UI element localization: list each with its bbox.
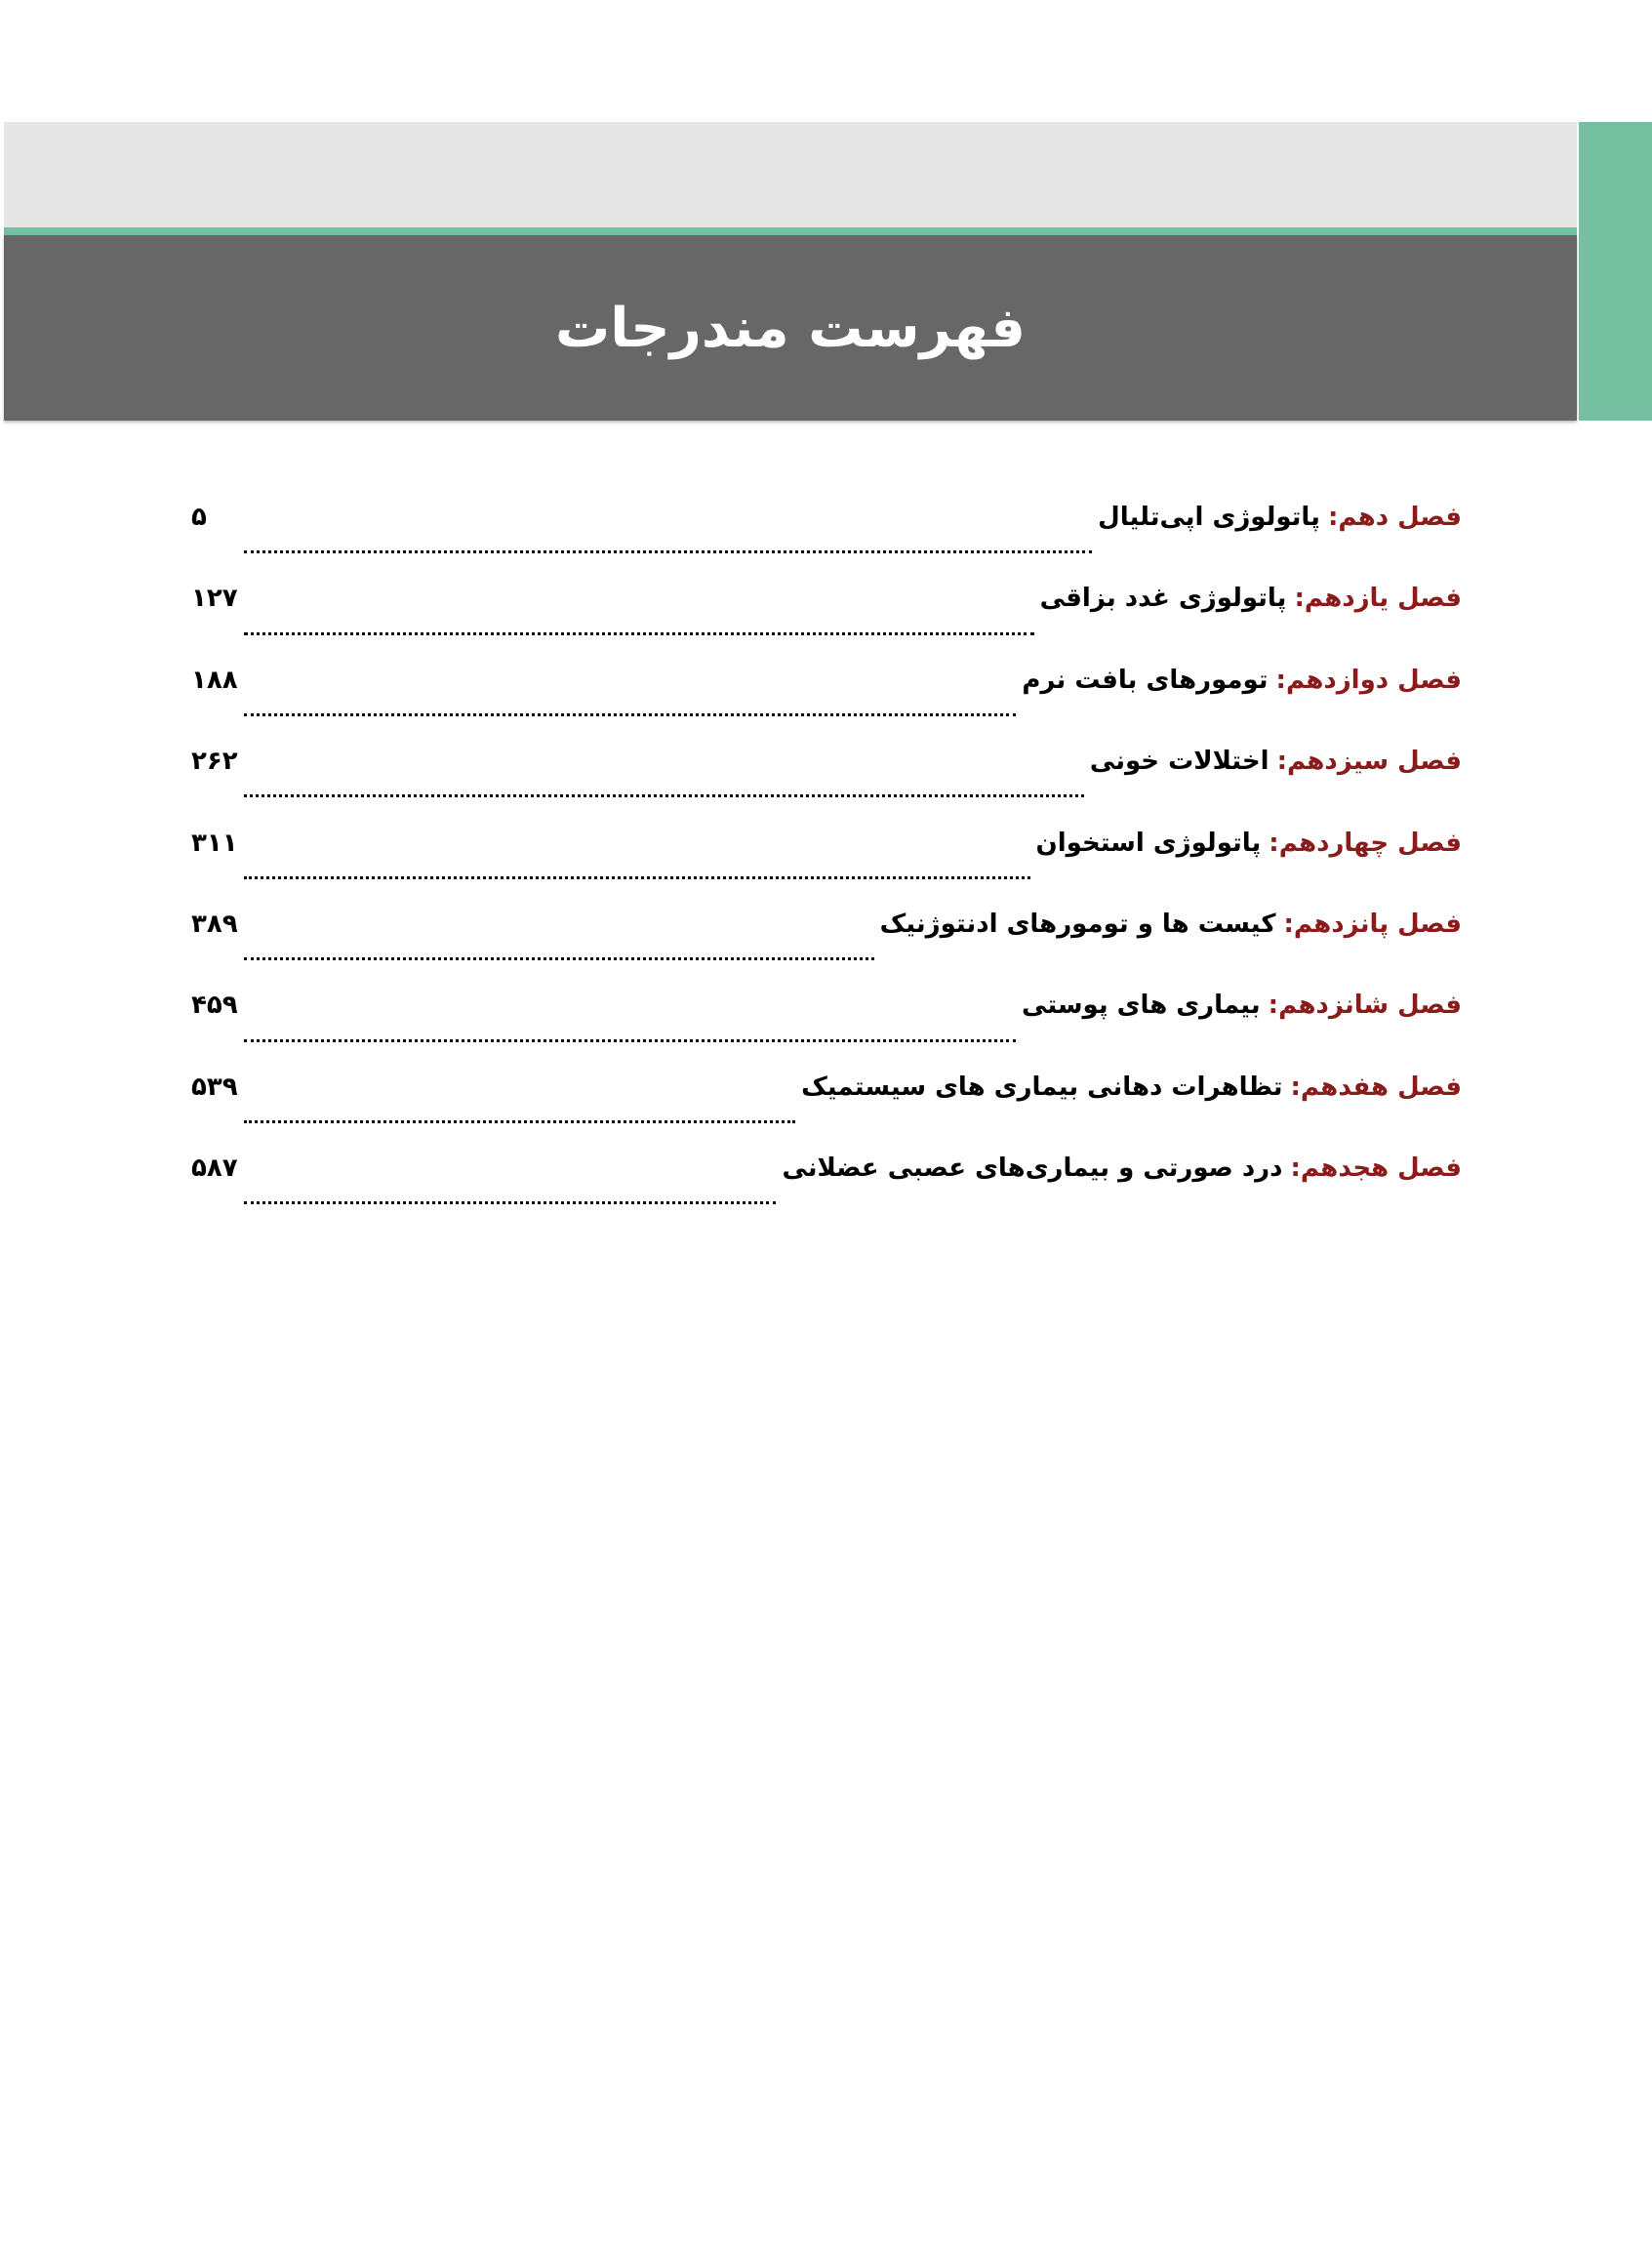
toc-leader-dots: [244, 1120, 795, 1123]
toc-leader-dots: [244, 632, 1034, 635]
toc-entry-chapter-11[interactable]: [191, 584, 1462, 665]
toc-entry-label: فصل هفدهم:: [1290, 1072, 1462, 1102]
toc-entry-page: ۲۶۲: [191, 747, 238, 777]
toc-entry-page: ۱۸۸: [191, 665, 238, 695]
toc-entry-title: پاتولوژی استخوان: [1035, 828, 1262, 858]
toc-entry-page: ۱۲۷: [191, 584, 238, 614]
toc-entry-page: ۵۸۷: [191, 1154, 238, 1184]
toc-entry-page: ۵: [191, 503, 207, 532]
header-accent-line: [4, 227, 1577, 235]
toc-entry-label: فصل شانزدهم:: [1268, 991, 1462, 1021]
toc-entry-chapter-12[interactable]: [191, 666, 1462, 747]
table-of-contents: [191, 503, 1462, 1235]
header-side-tab: [1579, 122, 1652, 421]
toc-entry-title: کیست ها و تومورهای ادنتوژنیک: [879, 909, 1276, 939]
toc-entry-label: فصل چهاردهم:: [1269, 828, 1462, 858]
toc-entry-chapter-14[interactable]: [191, 829, 1462, 910]
toc-entry-label: فصل پانزدهم:: [1283, 909, 1462, 939]
toc-entry-label: فصل هجدهم:: [1290, 1154, 1462, 1184]
toc-entry-label: فصل دهم:: [1327, 503, 1462, 532]
toc-entry-chapter-13[interactable]: [191, 747, 1462, 828]
toc-entry-page: ۳۸۹: [191, 909, 238, 939]
toc-entry-label: فصل سیزدهم:: [1276, 747, 1462, 777]
toc-entry-chapter-16[interactable]: [191, 991, 1462, 1072]
toc-entry-chapter-15[interactable]: [191, 910, 1462, 991]
toc-entry-label: فصل یازدهم:: [1294, 584, 1462, 614]
toc-entry-label: فصل دوازدهم:: [1275, 665, 1462, 695]
toc-leader-dots: [244, 1201, 776, 1204]
toc-leader-dots: [244, 876, 1030, 879]
toc-leader-dots: [244, 1039, 1016, 1042]
toc-entry-title: بیماری های پوستی: [1022, 991, 1261, 1021]
toc-leader-dots: [244, 713, 1016, 716]
page-title: فهرست مندرجات: [554, 296, 1027, 360]
toc-entry-chapter-10[interactable]: [191, 503, 1462, 584]
toc-leader-dots: [244, 957, 874, 960]
header-light-band: [4, 122, 1577, 227]
toc-leader-dots: [244, 550, 1092, 553]
toc-entry-page: ۳۱۱: [191, 828, 238, 858]
toc-entry-title: درد صورتی و بیماری‌های عصبی عضلانی: [782, 1154, 1283, 1184]
toc-entry-title: تظاهرات دهانی بیماری های سیستمیک: [801, 1072, 1283, 1102]
toc-entry-title: تومورهای بافت نرم: [1022, 665, 1269, 695]
toc-entry-chapter-17[interactable]: [191, 1073, 1462, 1154]
toc-entry-page: ۵۳۹: [191, 1072, 238, 1102]
toc-entry-title: اختلالات خونی: [1089, 747, 1269, 777]
toc-entry-chapter-18[interactable]: [191, 1154, 1462, 1235]
toc-entry-title: پاتولوژی اپی‌تلیال: [1098, 503, 1320, 532]
toc-leader-dots: [244, 794, 1084, 797]
toc-entry-title: پاتولوژی غدد بزاقی: [1039, 584, 1287, 614]
toc-entry-page: ۴۵۹: [191, 991, 238, 1021]
